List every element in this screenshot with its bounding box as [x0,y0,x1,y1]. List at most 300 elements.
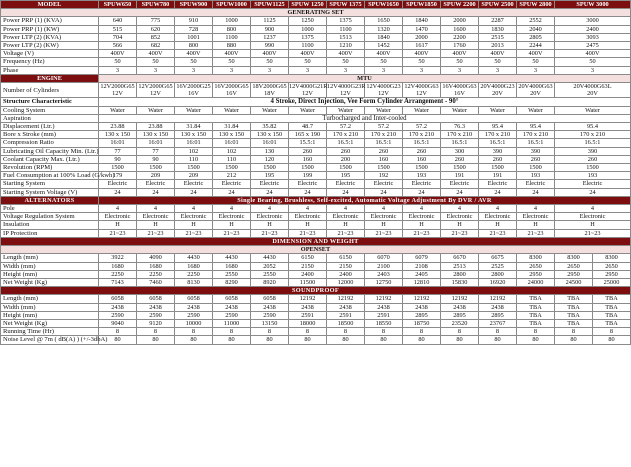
value-cell: 3093 [555,33,631,41]
section-dimension-weight [1,237,631,245]
value-cell: 4 [327,205,365,213]
value-cell: 12192 [403,295,441,303]
value-cell: 160 [403,155,441,163]
value-cell: Electric [555,180,631,188]
value-cell: H [365,221,403,229]
value-cell: 21~23 [137,229,175,237]
section-generating-set [1,9,631,17]
row-label: Running Time (Hr) [1,328,99,336]
value-cell: 12000 [327,278,365,286]
value-cell: Electric [137,180,175,188]
value-cell: 10000 [175,319,213,327]
value-cell: 2438 [137,303,175,311]
value-cell: 4 [517,205,555,213]
value-cell: 18000 [289,319,327,327]
engine-model: 16V2000G65 16V [214,83,249,98]
value-cell: 800 [213,25,251,33]
value-cell: 95.4 [479,123,517,131]
value-cell: TBA [555,319,593,327]
engine-row [1,180,631,188]
value-cell: 2525 [479,262,517,270]
value-cell: 1680 [213,262,251,270]
value-cell: 775 [137,17,175,25]
value-cell: 2895 [403,311,441,319]
value-cell: 95.4 [555,123,631,131]
value-cell: 2438 [99,303,137,311]
value-cell: 620 [137,25,175,33]
value-cell: 192 [365,172,403,180]
value-cell: 2438 [479,303,517,311]
value-cell: 8 [327,328,365,336]
value-cell: 80 [175,336,213,344]
value-cell: 300 [441,147,479,155]
value-cell: 2550 [213,270,251,278]
model-name: SPUW650 [99,1,137,9]
value-cell: 8 [555,328,593,336]
value-cell: Water [99,106,137,114]
model-name: SPUW1850 [403,1,441,9]
value-cell: Electronic [517,213,555,221]
value-cell: 2438 [365,303,403,311]
value-cell: 24 [175,188,213,196]
value-cell: 2405 [403,270,441,278]
value-cell: 2244 [517,42,555,50]
value-cell: 8300 [555,254,593,262]
value-cell: 260 [365,147,403,155]
value-cell: 80 [403,336,441,344]
value-cell: 21~23 [365,229,403,237]
value-cell: 566 [99,42,137,50]
value-cell: 170 x 210 [403,131,441,139]
value-cell: 1500 [175,164,213,172]
value-cell: 170 x 210 [365,131,403,139]
value-cell: 80 [479,336,517,344]
section-soundproof [1,287,631,295]
value-cell: 2591 [289,311,327,319]
value-cell: 18750 [403,319,441,327]
value-cell: 390 [517,147,555,155]
value-cell: 2438 [213,303,251,311]
value-cell: 1452 [365,42,403,50]
value-cell: 1500 [99,164,137,172]
engine-model: 12V2000G65 12V [100,83,135,98]
gen-row [1,58,631,66]
value-cell: 24 [99,188,137,196]
value-cell: 80 [365,336,403,344]
value-cell: 900 [251,25,289,33]
value-cell: 3 [403,66,441,74]
value-cell: 515 [99,25,137,33]
value-cell: 21~23 [479,229,517,237]
value-cell: 4090 [137,254,175,262]
value-cell: 16.5:1 [441,139,479,147]
value-cell: 2590 [213,311,251,319]
value-cell: 400V [327,50,365,58]
value-cell: 80 [213,336,251,344]
alt-row [1,205,631,213]
value-cell: Water [251,106,289,114]
value-cell: TBA [517,303,555,311]
value-cell: 1375 [327,17,365,25]
value-cell: 24 [441,188,479,196]
value-cell: 3 [479,66,517,74]
engine-model: 16V4000G63 16V [442,83,477,98]
row-label: Length (mm) [1,295,99,303]
value-cell: Water [175,106,213,114]
value-cell: 195 [251,172,289,180]
value-cell: 170 x 210 [555,131,631,139]
value-cell: Electronic [479,213,517,221]
value-cell: 3 [555,66,631,74]
value-cell: 2590 [137,311,175,319]
section-title: DIMENSION AND WEIGHT [1,237,631,245]
soundproof-row [1,311,631,319]
value-cell: 16:01 [137,139,175,147]
engine-row [1,155,631,163]
value-cell: 21~23 [213,229,251,237]
value-cell: TBA [593,311,631,319]
value-cell: 2000 [441,17,479,25]
value-cell: 260 [441,155,479,163]
row-label: Noise Level @ 7m ( dB(A) ) (+/-3dbA) [1,336,99,344]
value-cell: 400V [517,50,555,58]
value-cell: 2590 [251,311,289,319]
row-label: Coolant Capacity Max. (Ltr.) [1,155,99,163]
value-cell: 2250 [175,270,213,278]
value-cell: 21~23 [99,229,137,237]
value-cell: 2591 [327,311,365,319]
value-cell: 910 [175,17,213,25]
value-cell: 1500 [479,164,517,172]
row-label: IP Protection [1,229,99,237]
section-title: GENERATING SET [1,9,631,17]
alternator-description: Single Bearing, Brushless, Self-excited, Automatic Voltage Adjustment By DVR / AVR [99,196,631,204]
value-cell: 1210 [327,42,365,50]
section-engine: ENGINE [1,74,99,82]
gen-row [1,25,631,33]
value-cell: 50 [517,58,555,66]
value-cell: 24 [327,188,365,196]
value-cell: 4 [251,205,289,213]
value-cell: 1680 [99,262,137,270]
value-cell: 2250 [137,270,175,278]
value-cell: 8300 [593,254,631,262]
engine-row [1,164,631,172]
value-cell: 212 [213,172,251,180]
row-label: Power PRP (1) (KW) [1,25,99,33]
engine-row [1,139,631,147]
value-cell: Water [403,106,441,114]
openset-row [1,262,631,270]
value-cell: 8 [517,328,555,336]
value-cell: 170 x 210 [517,131,555,139]
value-cell: 2400 [555,25,631,33]
value-cell: 12192 [441,295,479,303]
row-label: Cooling System [1,106,99,114]
value-cell: 4 [555,205,631,213]
value-cell: 2552 [517,17,555,25]
value-cell: 6079 [403,254,441,262]
value-cell: 80 [99,336,137,344]
value-cell: 3 [441,66,479,74]
value-cell: 191 [479,172,517,180]
value-cell: 2650 [555,262,593,270]
model-name: SPUW 2200 [441,1,479,9]
value-cell: Electric [365,180,403,188]
value-cell: 16:01 [213,139,251,147]
value-cell: 2550 [251,270,289,278]
value-cell: 2800 [441,270,479,278]
value-cell: H [441,221,479,229]
value-cell: 4 [479,205,517,213]
value-cell: 390 [479,147,517,155]
value-cell: 1600 [441,25,479,33]
value-cell: 23.88 [137,123,175,131]
engine-row [1,131,631,139]
value-cell: 6058 [251,295,289,303]
value-cell: 24 [479,188,517,196]
row-label: Width (mm) [1,303,99,311]
value-cell: TBA [593,303,631,311]
section-title: OPENSET [1,246,631,254]
value-cell: TBA [555,311,593,319]
value-cell: 90 [137,155,175,163]
soundproof-row [1,328,631,336]
value-cell: 24 [517,188,555,196]
value-cell: 400V [137,50,175,58]
value-cell: 2438 [175,303,213,311]
value-cell: 2108 [403,262,441,270]
row-label: Pole [1,205,99,213]
value-cell: 4430 [251,254,289,262]
value-cell: 1320 [365,25,403,33]
value-cell: 80 [441,336,479,344]
engine-model: 20V4000G63L 20V [555,83,631,98]
value-cell: Water [555,106,631,114]
value-cell: 193 [555,172,631,180]
value-cell: 2475 [555,42,631,50]
value-cell: 1100 [289,42,327,50]
value-cell: 24500 [555,278,593,286]
value-cell: 990 [251,42,289,50]
section-openset [1,246,631,254]
value-cell: 12192 [365,295,403,303]
engine-model: 12V4000G63 12V [404,83,439,98]
value-cell: 800 [175,42,213,50]
value-cell: 1680 [137,262,175,270]
soundproof-row [1,336,631,344]
value-cell: 400V [555,50,631,58]
value-cell: 2590 [175,311,213,319]
value-cell: 13150 [251,319,289,327]
value-cell: 1513 [327,33,365,41]
value-cell: 120 [251,155,289,163]
row-label: Fuel Consumption at 100% Load (G/kwh) [1,172,99,180]
value-cell: 209 [175,172,213,180]
value-cell: 2100 [365,262,403,270]
value-cell: 8 [593,328,631,336]
value-cell: H [327,221,365,229]
value-cell: 400V [365,50,403,58]
value-cell: 1500 [403,164,441,172]
value-cell: 2052 [251,262,289,270]
value-cell: 24 [555,188,631,196]
row-label: Net Weight (Kg) [1,319,99,327]
value-cell: 110 [213,155,251,163]
structure-row [1,98,631,106]
model-label: MODEL [1,1,99,9]
value-cell: 2950 [593,270,631,278]
value-cell: 400V [479,50,517,58]
value-cell: 130 x 150 [137,131,175,139]
value-cell: 77 [137,147,175,155]
value-cell: 2250 [99,270,137,278]
value-cell: 2287 [479,17,517,25]
value-cell: 1100 [213,33,251,41]
value-cell: 95.4 [517,123,555,131]
value-cell: 12192 [327,295,365,303]
section-title: SOUNDPROOF [1,287,631,295]
value-cell: 6675 [479,254,517,262]
engine-row [1,123,631,131]
value-cell: H [479,221,517,229]
value-cell: 2895 [441,311,479,319]
engine-make: MTU [99,74,631,82]
value-cell: 3 [175,66,213,74]
value-cell: 23520 [441,319,479,327]
engine-model: 18V2000G65 18V [252,83,287,98]
value-cell: 31.84 [213,123,251,131]
value-cell: 7460 [137,278,175,286]
value-cell: 3922 [99,254,137,262]
value-cell: 2400 [289,270,327,278]
value-cell: 1000 [213,17,251,25]
value-cell: Electric [289,180,327,188]
gen-row [1,50,631,58]
value-cell: 8920 [251,278,289,286]
value-cell: H [555,221,631,229]
value-cell: 199 [289,172,327,180]
value-cell: Electronic [289,213,327,221]
value-cell: H [99,221,137,229]
value-cell: 21~23 [517,229,555,237]
value-cell: 8 [251,328,289,336]
value-cell: 2200 [441,33,479,41]
value-cell: 4 [289,205,327,213]
openset-row [1,270,631,278]
structure-value: 4 Stroke, Direct Injection, Vee Form Cylinder Arrangement - 90° [99,98,631,106]
engine-row [1,188,631,196]
model-name: SPUW 3000 [555,1,631,9]
alt-row [1,229,631,237]
value-cell: H [289,221,327,229]
value-cell: 50 [403,58,441,66]
model-name: SPUW900 [175,1,213,9]
alt-row [1,221,631,229]
value-cell: 4430 [175,254,213,262]
value-cell: 31.84 [175,123,213,131]
value-cell: 1680 [175,262,213,270]
engine-model: 20V4000G23 20V [480,83,515,98]
value-cell: 2515 [479,33,517,41]
value-cell: TBA [517,311,555,319]
value-cell: 130 x 150 [99,131,137,139]
value-cell: 1100 [327,25,365,33]
value-cell: 179 [99,172,137,180]
value-cell: 35.82 [251,123,289,131]
value-cell: 1375 [289,33,327,41]
row-label: Net Weight (Kg) [1,278,99,286]
value-cell: 2438 [441,303,479,311]
value-cell: 80 [251,336,289,344]
engine-band-row [1,74,631,82]
value-cell: 23.88 [99,123,137,131]
row-label: Voltage Regulation System [1,213,99,221]
value-cell: 130 x 150 [251,131,289,139]
value-cell: 16.5:1 [555,139,631,147]
value-cell: 3000 [555,17,631,25]
value-cell: H [137,221,175,229]
engine-model: 16V2000G25 16V [176,83,211,98]
value-cell: 24000 [517,278,555,286]
value-cell: 2438 [327,303,365,311]
value-cell: 16.5:1 [365,139,403,147]
engine-model: 12V4000G21R 12V [289,83,328,98]
value-cell: Electronic [403,213,441,221]
value-cell: 170 x 210 [479,131,517,139]
soundproof-row [1,295,631,303]
value-cell: H [251,221,289,229]
value-cell: 3 [289,66,327,74]
value-cell: 1500 [213,164,251,172]
value-cell: 200 [327,155,365,163]
aspiration-value: Turbocharged and Inter-cooled [99,114,631,122]
value-cell: 2040 [517,25,555,33]
value-cell: 16:01 [251,139,289,147]
value-cell: 2013 [479,42,517,50]
value-cell: 2590 [99,311,137,319]
soundproof-row [1,319,631,327]
value-cell: Water [517,106,555,114]
value-cell: Electronic [99,213,137,221]
value-cell: 9120 [137,319,175,327]
value-cell: 57.2 [403,123,441,131]
value-cell: 90 [99,155,137,163]
value-cell: 21~23 [327,229,365,237]
value-cell: 80 [137,336,175,344]
value-cell: 130 x 150 [213,131,251,139]
value-cell: TBA [555,295,593,303]
value-cell: 2150 [327,262,365,270]
value-cell: TBA [555,303,593,311]
value-cell: 4 [213,205,251,213]
value-cell: 2000 [403,33,441,41]
row-label: Height (mm) [1,311,99,319]
value-cell: 57.2 [365,123,403,131]
value-cell: 2650 [593,262,631,270]
gen-row [1,42,631,50]
value-cell: 2591 [365,311,403,319]
value-cell: 24 [251,188,289,196]
value-cell: 400V [403,50,441,58]
section-title: ALTERNATORS [1,196,99,204]
value-cell: Electronic [555,213,631,221]
value-cell: 1125 [251,17,289,25]
value-cell: 11000 [213,319,251,327]
value-cell: 50 [479,58,517,66]
value-cell: 880 [213,42,251,50]
value-cell: 2150 [289,262,327,270]
